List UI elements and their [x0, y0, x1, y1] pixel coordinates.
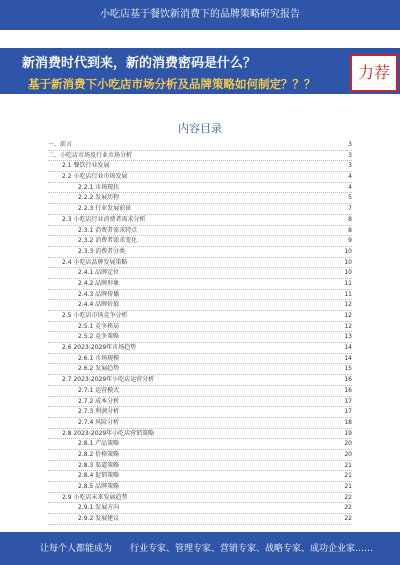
toc-entry[interactable] — [48, 193, 352, 204]
toc-entry-page: 22 — [344, 515, 352, 523]
toc-entry[interactable] — [48, 418, 352, 429]
toc-entry-page: 8 — [348, 226, 352, 234]
toc-entry-text: 2.7.4 风险分析 — [78, 418, 120, 426]
toc-entry[interactable] — [48, 364, 352, 375]
toc-entry-text: 2.7 2023-2029年小吃店运营分析 — [62, 376, 155, 384]
toc-entry-text: 一、前言 — [48, 141, 73, 148]
toc-entry-text: 2.6 2023-2029年市场趋势 — [62, 344, 137, 352]
toc-entry[interactable] — [48, 236, 352, 247]
toc-entry-page: 20 — [344, 450, 352, 458]
toc-entry-page: 20 — [344, 440, 352, 448]
toc-entry-text: 二、小吃店市场及行业市场分析 — [48, 151, 133, 159]
toc-entry-page: 21 — [344, 472, 352, 480]
toc-entry-page: 15 — [344, 365, 352, 373]
toc-entry-page: 10 — [344, 269, 352, 277]
toc-entry[interactable] — [48, 322, 352, 333]
toc-entry-page: 16 — [344, 386, 352, 394]
toc-entry-text: 2.8.3 渠道策略 — [78, 461, 120, 469]
toc-entry-text: 2.2 小吃店行业市场发展 — [62, 173, 128, 181]
toc-entry-page: 22 — [344, 493, 352, 501]
toc-entry[interactable] — [48, 354, 352, 365]
toc-title: 内容目录 — [178, 122, 222, 135]
toc-entry-text: 2.9.2 发展建议 — [78, 515, 120, 523]
hero-headline: 新消费时代到来，新的消费密码是什么？ — [22, 56, 257, 71]
toc-entry-page: 10 — [344, 247, 352, 255]
toc-entry-page: 22 — [344, 504, 352, 512]
toc-entry-page: 14 — [344, 354, 352, 362]
toc-entry[interactable] — [48, 226, 352, 237]
toc-entry-text: 2.4.2 品牌形象 — [78, 279, 120, 287]
toc-entry-page: 13 — [344, 333, 352, 341]
toc-entry[interactable] — [48, 215, 352, 226]
toc-entry[interactable] — [48, 268, 352, 279]
toc-entry-text: 2.9 小吃店未来发展趋势 — [62, 493, 128, 501]
header-bar — [0, 0, 400, 30]
toc-entry-page: 16 — [344, 376, 352, 384]
toc-entry[interactable] — [48, 439, 352, 450]
toc-entry-text: 2.1 餐饮行业发展 — [62, 162, 110, 170]
toc-entry[interactable] — [48, 375, 352, 386]
toc-entry-text: 2.9.1 发展方向 — [78, 504, 120, 512]
toc-entry[interactable] — [48, 151, 352, 162]
toc-entry-text: 2.3.3 消费者分类 — [78, 247, 126, 255]
toc-entry[interactable] — [48, 332, 352, 343]
toc-entry-text: 2.2.3 行业发展前景 — [78, 205, 132, 213]
toc-entry[interactable] — [48, 343, 352, 354]
toc-entry-text: 2.7.3 利润分析 — [78, 408, 120, 416]
toc-entry[interactable] — [48, 279, 352, 290]
toc-entry[interactable] — [48, 247, 352, 258]
toc-entry[interactable] — [48, 161, 352, 172]
toc-entry-text: 2.2.1 市场现状 — [78, 183, 120, 191]
toc-entry-text: 2.8.4 促销策略 — [78, 472, 120, 480]
toc-entry-text: 2.2.2 发展历程 — [78, 194, 120, 202]
toc-entry-text: 2.8.1 产品策略 — [78, 440, 120, 448]
toc-entry[interactable] — [48, 493, 352, 504]
toc-entry[interactable] — [48, 461, 352, 472]
toc-entry[interactable] — [48, 482, 352, 493]
toc-entry-text: 2.8.2 价格策略 — [78, 450, 120, 458]
toc-entry-page: 4 — [348, 183, 352, 191]
toc-entry-text: 2.7.1 运营模式 — [78, 386, 120, 394]
toc-entry[interactable] — [48, 204, 352, 215]
table-of-contents — [48, 140, 352, 523]
toc-entry-text: 2.6.2 发展趋势 — [78, 365, 120, 373]
toc-entry-page: 17 — [344, 397, 352, 405]
toc-entry[interactable] — [48, 290, 352, 301]
toc-entry-page: 12 — [344, 312, 352, 319]
toc-entry[interactable] — [48, 407, 352, 418]
toc-entry-page: 3 — [348, 162, 352, 170]
toc-entry-text: 2.7.2 成本分析 — [78, 397, 120, 405]
toc-entry[interactable] — [48, 258, 352, 269]
toc-entry[interactable] — [48, 311, 352, 322]
toc-entry[interactable] — [48, 514, 352, 525]
hero-subheadline: 基于新消费下小吃店市场分析及品牌策略如何制定？？？ — [28, 77, 316, 91]
toc-entry-page: 11 — [344, 290, 352, 298]
toc-entry-page: 7 — [348, 205, 352, 213]
toc-entry-page: 3 — [348, 151, 352, 159]
toc-entry-text: 2.4.4 品牌价值 — [78, 301, 120, 309]
toc-entry-text: 2.3.2 消费者需求变化 — [78, 237, 138, 245]
toc-entry-text: 2.4.1 品牌定位 — [78, 269, 120, 277]
toc-entry[interactable] — [48, 397, 352, 408]
toc-entry[interactable] — [48, 503, 352, 514]
toc-entry[interactable] — [48, 172, 352, 183]
toc-entry[interactable] — [48, 450, 352, 461]
toc-entry[interactable] — [48, 300, 352, 311]
toc-entry[interactable] — [48, 386, 352, 397]
toc-entry-page: 4 — [348, 173, 352, 181]
toc-entry-page: 3 — [348, 141, 352, 148]
toc-entry-page: 14 — [344, 344, 352, 352]
toc-entry-text: 2.8.5 品牌策略 — [78, 483, 120, 490]
toc-entry-text: 2.4 小吃店品牌发展策略 — [62, 258, 128, 266]
toc-entry-page: 9 — [348, 237, 352, 245]
toc-entry-page: 5 — [348, 194, 352, 202]
footer-bar — [0, 532, 400, 565]
toc-entry[interactable] — [48, 183, 352, 194]
recommend-stamp: 力荐 — [350, 54, 398, 92]
hero-banner — [0, 48, 400, 94]
toc-entry-page: 12 — [344, 322, 352, 330]
toc-entry-text: 2.8 2023-2029年小吃店营销策略 — [62, 429, 155, 437]
toc-entry-text: 2.5 小吃店市场竞争分析 — [62, 312, 128, 319]
toc-entry-text: 2.5.1 竞争格局 — [78, 322, 120, 330]
toc-entry[interactable] — [48, 429, 352, 440]
toc-entry-text: 2.4.3 品牌传播 — [78, 290, 120, 298]
toc-entry-page: 11 — [344, 279, 352, 287]
toc-entry-page: 8 — [348, 215, 352, 223]
toc-entry-page: 17 — [344, 408, 352, 416]
toc-entry-text: 2.3.1 消费者需求特点 — [78, 226, 138, 234]
toc-entry-page: 21 — [344, 483, 352, 490]
toc-entry-text: 2.6.1 市场规模 — [78, 354, 120, 362]
toc-entry-page: 12 — [344, 301, 352, 309]
toc-entry-page: 18 — [344, 418, 352, 426]
footer-right-text: 行业专家、管理专家、营销专家、战略专家、成功企业家…… — [130, 544, 374, 554]
footer-left-text: 让每个人都能成为 — [40, 544, 113, 554]
toc-entry-page: 19 — [344, 429, 352, 437]
toc-entry-text: 2.5.2 竞争策略 — [78, 333, 120, 341]
toc-entry[interactable] — [48, 140, 352, 151]
toc-entry-page: 10 — [344, 258, 352, 266]
toc-entry-text: 2.3 小吃店行业消费者需求分析 — [62, 215, 146, 223]
toc-entry-page: 21 — [344, 461, 352, 469]
header-title: 小吃店基于餐饮新消费下的品牌策略研究报告 — [100, 9, 300, 20]
toc-entry[interactable] — [48, 471, 352, 482]
